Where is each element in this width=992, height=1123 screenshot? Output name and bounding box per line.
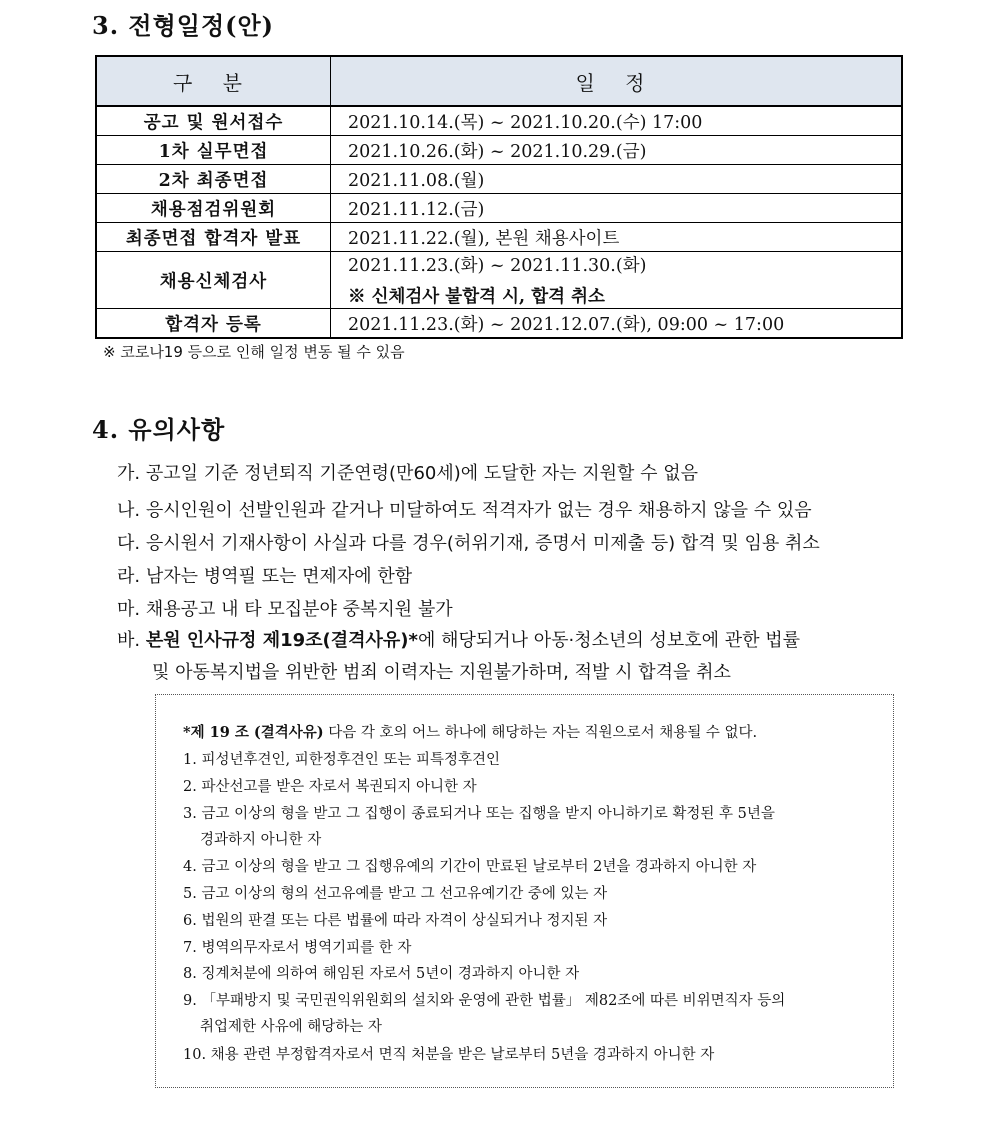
notice-item: 다. 응시원서 기재사항이 사실과 다를 경우(허위기재, 증명서 미제출 등) 합격 및 임용 취소 bbox=[117, 533, 820, 554]
row-label: 채용점검위원회 bbox=[96, 194, 331, 223]
row-value: 2021.10.14.(목) ~ 2021.10.20.(수) 17:00 bbox=[331, 106, 903, 136]
row-value: 2021.11.23.(화) ~ 2021.11.30.(화) bbox=[348, 256, 647, 276]
box-line: 취업제한 사유에 해당하는 자 bbox=[200, 1019, 382, 1035]
table-header-row bbox=[96, 56, 902, 106]
row-label: 합격자 등록 bbox=[96, 309, 331, 339]
row-value: 2021.11.12.(금) bbox=[331, 194, 903, 223]
notice-item: 라. 남자는 병역필 또는 면제자에 한함 bbox=[117, 566, 413, 587]
box-line: 2. 파산선고를 받은 자로서 복권되지 아니한 자 bbox=[183, 779, 477, 795]
row-label: 공고 및 원서접수 bbox=[96, 106, 331, 136]
box-line: 7. 병역의무자로서 병역기피를 한 자 bbox=[183, 940, 412, 956]
row-label: 채용신체검사 bbox=[96, 252, 331, 309]
row-value-multi bbox=[331, 252, 903, 309]
item-bold-ref: 본원 인사규정 제19조(결격사유)* bbox=[145, 630, 418, 651]
table-row bbox=[96, 165, 902, 194]
disqualification-box bbox=[155, 694, 894, 1088]
table-row bbox=[96, 309, 902, 339]
row-value: 2021.11.22.(월), 본원 채용사이트 bbox=[331, 223, 903, 252]
section-3-title: 3. 전형일정(안) bbox=[92, 11, 275, 40]
box-line: 3. 금고 이상의 형을 받고 그 집행이 종료되거나 또는 집행을 받지 아니하기로 확정된 후 5년을 bbox=[183, 806, 775, 822]
table-row bbox=[96, 252, 902, 309]
header-schedule: 일 정 bbox=[331, 56, 903, 106]
box-line: 8. 징계처분에 의하여 해임된 자로서 5년이 경과하지 아니한 자 bbox=[183, 966, 580, 982]
box-line: 1. 피성년후견인, 피한정후견인 또는 피특정후견인 bbox=[183, 752, 501, 768]
row-label: 2차 최종면접 bbox=[96, 165, 331, 194]
row-label: 1차 실무면접 bbox=[96, 136, 331, 165]
header-category: 구 분 bbox=[96, 56, 331, 106]
row-value: 2021.11.08.(월) bbox=[331, 165, 903, 194]
box-heading-bold: *제 19 조 (결격사유) bbox=[183, 724, 324, 741]
table-row bbox=[96, 194, 902, 223]
notice-item: 나. 응시인원이 선발인원과 같거나 미달하여도 적격자가 없는 경우 채용하지 않을 수 있음 bbox=[117, 500, 812, 521]
table-row bbox=[96, 136, 902, 165]
schedule-table bbox=[95, 55, 903, 339]
row-value: 2021.10.26.(화) ~ 2021.10.29.(금) bbox=[331, 136, 903, 165]
box-heading bbox=[183, 721, 757, 742]
notice-item-ba bbox=[117, 626, 800, 652]
box-line: 6. 법원의 판결 또는 다른 법률에 따라 자격이 상실되거나 정지된 자 bbox=[183, 913, 608, 929]
schedule-footnote: ※ 코로나19 등으로 인해 일정 변동 될 수 있음 bbox=[103, 343, 405, 361]
box-line: 5. 금고 이상의 형의 선고유예를 받고 그 선고유예기간 중에 있는 자 bbox=[183, 886, 608, 902]
item-rest: 에 해당되거나 아동·청소년의 성보호에 관한 법률 bbox=[417, 630, 801, 651]
box-heading-rest: 다음 각 호의 어느 하나에 해당하는 자는 직원으로서 채용될 수 없다. bbox=[323, 725, 758, 741]
row-value: 2021.11.23.(화) ~ 2021.12.07.(화), 09:00 ~ 17:00 bbox=[331, 309, 903, 339]
notice-item: 가. 공고일 기준 정년퇴직 기준연령(만60세)에 도달한 자는 지원할 수 없음 bbox=[117, 463, 699, 484]
notice-item: 마. 채용공고 내 타 모집분야 중복지원 불가 bbox=[117, 599, 453, 620]
section-4-title: 4. 유의사항 bbox=[92, 415, 226, 444]
table-row bbox=[96, 106, 902, 136]
box-line: 10. 채용 관련 부정합격자로서 면직 처분을 받은 날로부터 5년을 경과하지 아니한 자 bbox=[183, 1047, 715, 1063]
table-row bbox=[96, 223, 902, 252]
box-line: 9. 「부패방지 및 국민권익위원회의 설치와 운영에 관한 법률」 제82조에 따른 비위면직자 등의 bbox=[183, 993, 786, 1009]
row-label: 최종면접 합격자 발표 bbox=[96, 223, 331, 252]
row-note: ※ 신체검사 불합격 시, 합격 취소 bbox=[348, 287, 605, 307]
box-line: 4. 금고 이상의 형을 받고 그 집행유예의 기간이 만료된 날로부터 2년을 경과하지 아니한 자 bbox=[183, 859, 757, 875]
notice-item-continuation: 및 아동복지법을 위반한 범죄 이력자는 지원불가하며, 적발 시 합격을 취소 bbox=[152, 662, 731, 683]
box-line: 경과하지 아니한 자 bbox=[200, 832, 322, 848]
item-prefix: 바. bbox=[117, 630, 146, 651]
